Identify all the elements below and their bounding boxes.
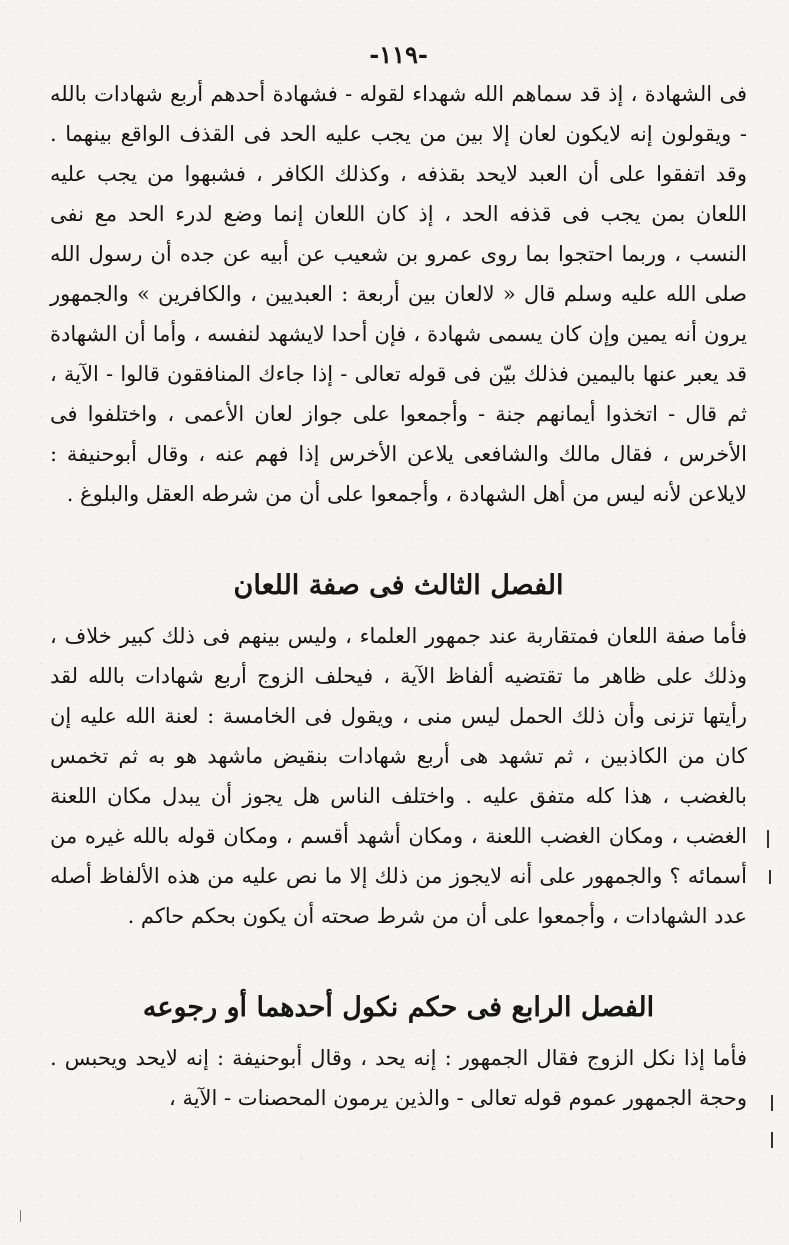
body-paragraph-1: فى الشهادة ، إذ قد سماهم الله شهداء لقوله - فشهادة أحدهم أربع شهادات بالله - ويقولون إنه لايكون لعان إلا بين من يجب عليه الحد فى القذف الواقع بينهما . وقد اتفقوا على أن العبد لايحد بقذفه ، وكذلك الكافر ، فشبهوا من يجب عليه اللعان بمن يجب فى قذفه الحد ، إذ كان اللعان إنما وضع لدرء الحد مع نفى النسب ، وربما احتجوا بما روى عمرو بن شعيب عن أبيه عن جده أن رسول الله صلى الله عليه وسلم قال « لالعان بين أربعة : العبديين ، والكافرين » والجمهور يرون أنه يمين وإن كان يسمى شهادة ، فإن أحدا لايشهد لنفسه ، وأما أن الشهادة قد يعبر عنها باليمين فذلك بيّن فى قوله تعالى - إذا جاءك المنافقون قالوا - الآية ، ثم قال - اتخذوا أيمانهم جنة - وأجمعوا على جواز لعان الأعمى ، واختلفوا فى الأخرس ، فقال مالك والشافعى يلاعن الأخرس إذا فهم عنه ، وقال أبوحنيفة : لايلاعن لأنه ليس من أهل الشهادة ، وأجمعوا على أن من شرطه العقل والبلوغ . xyxy=(50,82,747,506)
section-heading-fourth: الفصل الرابع فى حكم نكول أحدهما أو رجوعه xyxy=(142,992,655,1023)
scan-artifact-mark xyxy=(767,830,769,848)
page-number: -١١٩- xyxy=(369,40,428,69)
scan-artifact-mark xyxy=(20,1210,21,1222)
scan-artifact-mark xyxy=(769,870,771,884)
section-heading-third: الفصل الثالث فى صفة اللعان xyxy=(233,570,564,601)
scan-artifact-mark xyxy=(771,1132,773,1148)
body-paragraph-2: فأما صفة اللعان فمتقاربة عند جمهور العلماء ، وليس بينهم فى ذلك كبير خلاف ، وذلك على ظاهر ما تقتضيه ألفاظ الآية ، فيحلف الزوج أربع شهادات بالله لقد رأيتها تزنى وأن ذلك الحمل ليس منى ، ويقول فى الخامسة : لعنة الله عليه إن كان من الكاذبين ، ثم تشهد هى أربع شهادات بنقيض ماشهد هو به ثم تخمس بالغضب ، هذا كله متفق عليه . واختلف الناس هل يجوز أن يبدل مكان اللعنة الغضب ، ومكان الغضب اللعنة ، ومكان أشهد أقسم ، ومكان قوله بالله غيره من أسمائه ؟ والجمهور على أنه لايجوز من ذلك إلا ما نص عليه من هذه الألفاظ أصله عدد الشهادات ، وأجمعوا على أن من شرط صحته أن يكون بحكم حاكم . xyxy=(50,624,747,928)
scan-artifact-mark xyxy=(771,1095,773,1111)
body-paragraph-3: فأما إذا نكل الزوج فقال الجمهور : إنه يحد ، وقال أبوحنيفة : إنه لايحد ويحبس . وحجة الجمهور عموم قوله تعالى - والذين يرمون المحصنات - الآية ، xyxy=(50,1046,747,1110)
